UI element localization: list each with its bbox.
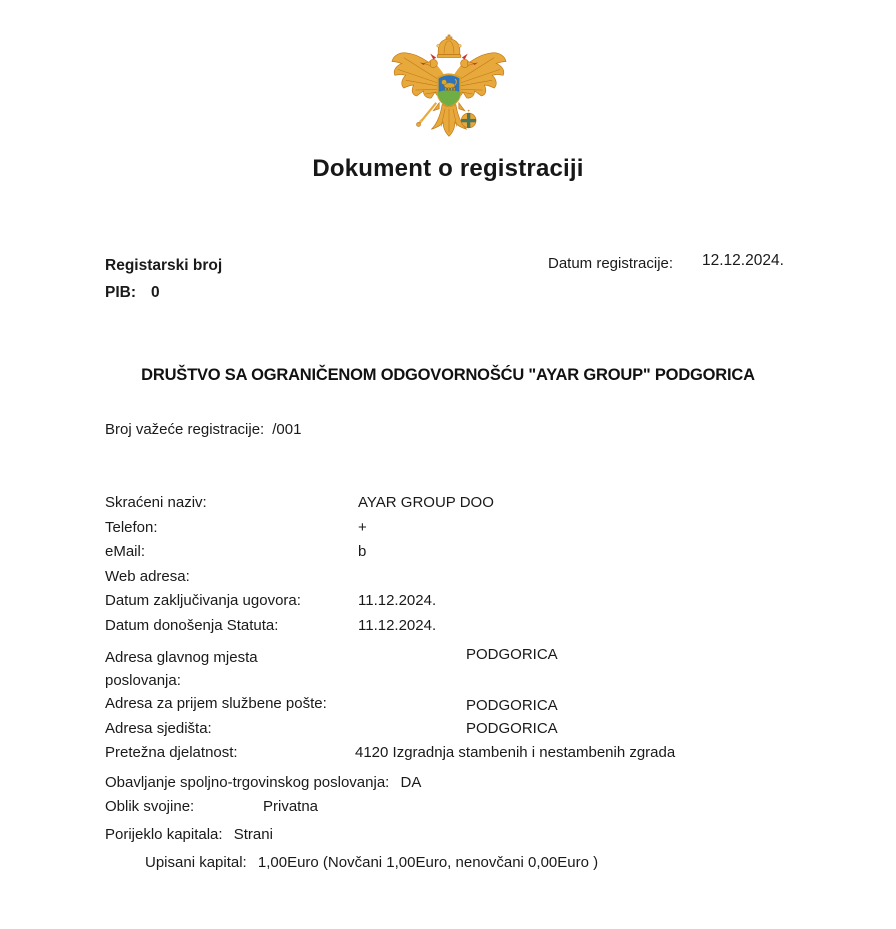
detail-row-main-business-address xyxy=(105,646,805,695)
detail-label: Obavljanje spoljno-trgovinskog poslovanja: xyxy=(105,773,390,791)
montenegro-coat-of-arms-icon xyxy=(390,34,508,152)
detail-value: DA xyxy=(400,773,422,791)
document-title: Dokument o registraciji xyxy=(312,155,584,182)
registry-number-label: Registarski broj xyxy=(105,257,223,274)
detail-row-seat-address xyxy=(105,720,805,745)
registration-date-value: 12.12.2024. xyxy=(702,252,784,269)
detail-row-ownership-form xyxy=(105,798,805,823)
valid-registration-label: Broj važeće registracije: xyxy=(105,421,265,438)
company-name: DRUŠTVO SA OGRANIČENOM ODGOVORNOŠĆU "AYAR GROUP" PODGORICA xyxy=(141,366,755,384)
pib-value: 0 xyxy=(151,284,160,301)
detail-label: Porijeklo kapitala: xyxy=(105,825,223,843)
detail-value: Privatna xyxy=(263,798,319,815)
detail-row-main-activity xyxy=(105,744,805,769)
details-section xyxy=(105,494,805,879)
detail-row-foreign-trade xyxy=(105,774,805,799)
detail-value: PODGORICA xyxy=(466,646,558,663)
pib-row xyxy=(105,279,222,306)
pib-label: PIB: xyxy=(105,284,136,301)
detail-value: AYAR GROUP DOO xyxy=(358,494,494,511)
valid-registration-value: /001 xyxy=(272,421,302,438)
detail-label: Oblik svojine: xyxy=(105,798,195,815)
valid-registration-row xyxy=(105,421,301,438)
detail-value: 4120 Izgradnja stambenih i nestambenih zgrada xyxy=(355,744,676,761)
detail-value: + xyxy=(358,518,367,536)
detail-label: Adresa sjedišta: xyxy=(105,719,212,737)
detail-row-short-name xyxy=(105,494,805,519)
detail-label: Telefon: xyxy=(105,518,158,536)
detail-label: Upisani kapital: xyxy=(145,854,247,871)
detail-value: 11.12.2024. xyxy=(358,616,437,634)
detail-row-phone xyxy=(105,519,805,544)
detail-label: Pretežna djelatnost: xyxy=(105,744,238,761)
registry-header-block xyxy=(105,252,222,306)
detail-row-registered-capital xyxy=(105,854,805,879)
detail-value: PODGORICA xyxy=(466,697,558,714)
detail-value: b xyxy=(358,543,367,560)
registration-date-label: Datum registracije: xyxy=(548,255,674,272)
detail-label: Datum zaključivanja ugovora: xyxy=(105,592,301,609)
detail-label: eMail: xyxy=(105,543,146,560)
detail-value: 1,00Euro (Novčani 1,00Euro, nenovčani 0,00Euro ) xyxy=(257,854,599,871)
detail-label: Skraćeni naziv: xyxy=(105,494,207,511)
detail-row-statute-date xyxy=(105,617,805,642)
detail-row-mail-address xyxy=(105,695,805,720)
detail-label: Datum donošenja Statuta: xyxy=(105,616,279,634)
detail-label: Adresa glavnog mjesta poslovanja: xyxy=(105,649,258,689)
detail-row-web xyxy=(105,568,805,593)
detail-label: Adresa za prijem službene pošte: xyxy=(105,695,327,712)
detail-row-contract-date xyxy=(105,592,805,617)
detail-value: Strani xyxy=(233,825,273,843)
detail-label: Web adresa: xyxy=(105,567,190,585)
detail-row-capital-origin xyxy=(105,826,805,851)
detail-value: 11.12.2024. xyxy=(358,592,437,609)
detail-value: PODGORICA xyxy=(466,719,558,737)
detail-row-email xyxy=(105,543,805,568)
